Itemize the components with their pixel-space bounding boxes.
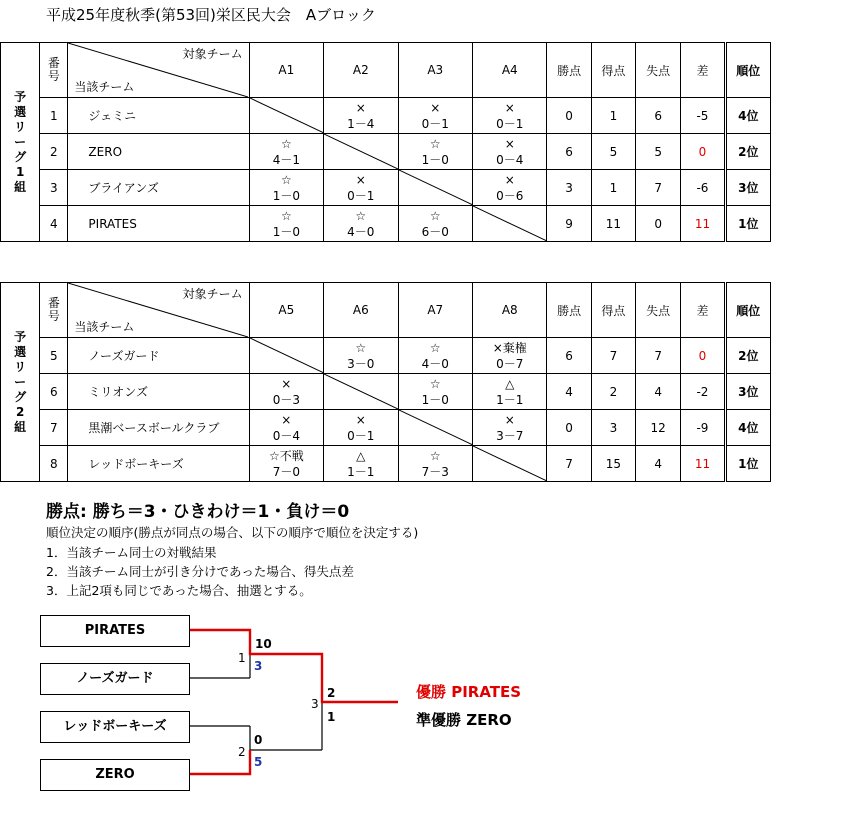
diagonal-line xyxy=(399,410,473,445)
rank-value: 3位 xyxy=(725,374,770,410)
result-mark: × xyxy=(504,172,515,187)
score-label: 5 xyxy=(254,755,263,769)
diagonal-line xyxy=(399,170,473,205)
match-result xyxy=(473,98,547,134)
rank-header: 順位 xyxy=(725,43,770,98)
group-char: 予 xyxy=(14,329,27,344)
diff-value: -9 xyxy=(681,410,725,446)
match-result xyxy=(398,374,472,410)
column-header: A1 xyxy=(249,43,323,98)
self-match-cell xyxy=(249,98,323,134)
diagonal-line xyxy=(324,374,398,409)
self-match-cell xyxy=(398,170,472,206)
result-mark: × xyxy=(504,412,515,427)
team-name: ノーズガード xyxy=(68,338,249,374)
rank-value: 2位 xyxy=(725,338,770,374)
points-header: 勝点 xyxy=(547,43,591,98)
rank-value: 1位 xyxy=(725,446,770,482)
team-name: ジェミニ xyxy=(68,98,249,134)
score-label: 0 xyxy=(254,733,263,747)
result-score: 0－4 xyxy=(496,152,524,167)
group-char: リ xyxy=(14,359,27,374)
team-name: ZERO xyxy=(68,134,249,170)
result-score: 7－3 xyxy=(421,464,449,479)
league-table-1 xyxy=(0,42,771,242)
result-mark: × xyxy=(355,412,366,427)
table-row xyxy=(1,446,771,482)
column-header: A2 xyxy=(324,43,398,98)
result-score: 4－0 xyxy=(347,224,375,239)
scored-value: 1 xyxy=(591,170,635,206)
match-result xyxy=(473,410,547,446)
rank-header: 順位 xyxy=(725,283,770,338)
result-score: 1－1 xyxy=(496,392,524,407)
points-value: 6 xyxy=(547,338,591,374)
points-value: 3 xyxy=(547,170,591,206)
diff-value: 0 xyxy=(681,338,725,374)
score-label: 3 xyxy=(254,659,263,673)
group-char: ー xyxy=(14,374,27,389)
bracket-team-slot: ZERO xyxy=(40,759,190,791)
diff-value: -2 xyxy=(681,374,725,410)
scored-header: 得点 xyxy=(591,43,635,98)
scored-value: 7 xyxy=(591,338,635,374)
group-char: グ xyxy=(14,389,27,404)
result-mark: × xyxy=(355,100,366,115)
team-header: 当該チーム xyxy=(74,320,135,334)
opponent-header: 対象チーム xyxy=(182,47,243,61)
group-label xyxy=(1,283,40,482)
result-mark: ☆ xyxy=(429,448,441,463)
row-number: 8 xyxy=(40,446,68,482)
number-header-char: 号 xyxy=(47,309,60,323)
diagonal-line xyxy=(473,206,547,241)
diff-header: 差 xyxy=(681,43,725,98)
table-row xyxy=(1,98,771,134)
match-result xyxy=(324,410,398,446)
scored-value: 5 xyxy=(591,134,635,170)
self-match-cell xyxy=(249,338,323,374)
team-header: 当該チーム xyxy=(74,80,135,94)
rule-line: 3．上記2項も同じであった場合、抽選とする。 xyxy=(46,583,312,598)
column-header: A4 xyxy=(473,43,547,98)
table-row xyxy=(1,410,771,446)
group-label xyxy=(1,43,40,242)
diff-header: 差 xyxy=(681,283,725,338)
result-score: 1－0 xyxy=(421,152,449,167)
scored-header: 得点 xyxy=(591,283,635,338)
result-score: 1－0 xyxy=(272,224,300,239)
scored-value: 1 xyxy=(591,98,635,134)
result-mark: ☆ xyxy=(429,376,441,391)
match-result xyxy=(473,170,547,206)
page-title: 平成25年度秋季(第53回)栄区民大会 Aブロック xyxy=(46,6,376,24)
match-result xyxy=(473,374,547,410)
game-number: 1 xyxy=(238,651,246,665)
match-result xyxy=(473,134,547,170)
table-row xyxy=(1,134,771,170)
opponent-header: 対象チーム xyxy=(182,287,243,301)
points-value: 7 xyxy=(547,446,591,482)
row-number: 2 xyxy=(40,134,68,170)
number-header-char: 番 xyxy=(47,56,60,70)
result-mark: ☆ xyxy=(280,136,292,151)
result-score: 0－1 xyxy=(496,116,524,131)
game-number: 3 xyxy=(311,697,319,711)
points-value: 4 xyxy=(547,374,591,410)
result-mark: ☆ xyxy=(355,340,367,355)
row-number: 5 xyxy=(40,338,68,374)
result-mark: ☆ xyxy=(355,208,367,223)
result-score: 4－1 xyxy=(272,152,300,167)
result-score: 3－7 xyxy=(496,428,524,443)
group-char: 2 xyxy=(15,404,25,419)
rule-line: 順位決定の順序(勝点が同点の場合、以下の順序で順位を決定する) xyxy=(46,525,419,540)
match-result xyxy=(398,338,472,374)
group-char: 選 xyxy=(14,104,27,119)
row-number: 3 xyxy=(40,170,68,206)
champion-label: 優勝 PIRATES xyxy=(416,683,522,701)
match-result xyxy=(324,206,398,242)
team-name: ミリオンズ xyxy=(68,374,249,410)
result-mark: ☆ xyxy=(280,208,292,223)
group-char: リ xyxy=(14,119,27,134)
team-name: レッドボーキーズ xyxy=(68,446,249,482)
group-char: 予 xyxy=(14,89,27,104)
result-score: 0－6 xyxy=(496,188,524,203)
result-mark: ☆ xyxy=(429,136,441,151)
league-table-2 xyxy=(0,282,771,482)
diff-value: 11 xyxy=(681,446,725,482)
conceded-header: 失点 xyxy=(636,283,681,338)
conceded-value: 5 xyxy=(636,134,681,170)
result-mark: × xyxy=(504,100,515,115)
conceded-value: 12 xyxy=(636,410,681,446)
table-row xyxy=(1,206,771,242)
result-score: 0－3 xyxy=(272,392,300,407)
match-result xyxy=(398,134,472,170)
group-char: ー xyxy=(14,134,27,149)
matchup-corner-header xyxy=(68,283,249,338)
number-header-char: 番 xyxy=(47,296,60,310)
match-result xyxy=(249,446,323,482)
row-number: 4 xyxy=(40,206,68,242)
match-result xyxy=(324,170,398,206)
diff-value: -6 xyxy=(681,170,725,206)
match-result xyxy=(249,206,323,242)
conceded-value: 4 xyxy=(636,446,681,482)
scored-value: 11 xyxy=(591,206,635,242)
self-match-cell xyxy=(473,206,547,242)
score-label: 10 xyxy=(255,637,272,651)
bracket-team-slot: ノーズガード xyxy=(40,663,190,695)
result-mark: × xyxy=(504,136,515,151)
group-char: 組 xyxy=(14,419,27,434)
scored-value: 2 xyxy=(591,374,635,410)
result-score: 3－0 xyxy=(347,356,375,371)
column-header: A8 xyxy=(473,283,547,338)
match-result xyxy=(398,206,472,242)
match-result xyxy=(249,410,323,446)
result-score: 1－1 xyxy=(347,464,375,479)
result-score: 0－7 xyxy=(496,356,524,371)
match-result xyxy=(249,374,323,410)
game-number: 2 xyxy=(238,745,246,759)
column-header: A3 xyxy=(398,43,472,98)
match-result xyxy=(324,98,398,134)
matchup-corner-header xyxy=(68,43,249,98)
scored-value: 15 xyxy=(591,446,635,482)
match-result xyxy=(324,338,398,374)
score-label: 1 xyxy=(327,710,336,724)
match-result xyxy=(398,98,472,134)
group-char: 1 xyxy=(15,164,25,179)
diagonal-line xyxy=(250,338,324,373)
result-score: 1－0 xyxy=(272,188,300,203)
self-match-cell xyxy=(398,410,472,446)
result-mark: ☆ xyxy=(429,208,441,223)
result-score: 6－0 xyxy=(421,224,449,239)
match-result xyxy=(398,446,472,482)
rule-line: 2．当該チーム同士が引き分けであった場合、得失点差 xyxy=(46,564,354,579)
team-name: PIRATES xyxy=(68,206,249,242)
runner-up-label: 準優勝 ZERO xyxy=(416,711,512,729)
points-value: 9 xyxy=(547,206,591,242)
result-score: 0－1 xyxy=(421,116,449,131)
rank-value: 2位 xyxy=(725,134,770,170)
group-char: グ xyxy=(14,149,27,164)
result-mark: × xyxy=(281,376,292,391)
result-score: 7－0 xyxy=(272,464,300,479)
result-mark: ☆ xyxy=(280,172,292,187)
conceded-value: 6 xyxy=(636,98,681,134)
self-match-cell xyxy=(324,134,398,170)
match-result xyxy=(473,338,547,374)
result-score: 1－4 xyxy=(347,116,375,131)
conceded-header: 失点 xyxy=(636,43,681,98)
scored-value: 3 xyxy=(591,410,635,446)
points-rule: 勝点: 勝ち＝3・ひきわけ＝1・負け＝0 xyxy=(46,502,350,522)
bracket-team-slot: PIRATES xyxy=(40,615,190,647)
row-number: 6 xyxy=(40,374,68,410)
group-char: 組 xyxy=(14,179,27,194)
rank-value: 4位 xyxy=(725,410,770,446)
result-mark: ☆ xyxy=(429,340,441,355)
team-name: ブライアンズ xyxy=(68,170,249,206)
score-label: 2 xyxy=(327,686,336,700)
conceded-value: 0 xyxy=(636,206,681,242)
rank-value: 4位 xyxy=(725,98,770,134)
column-header: A6 xyxy=(324,283,398,338)
result-mark: ×棄権 xyxy=(492,340,527,355)
result-score: 1－0 xyxy=(421,392,449,407)
diff-value: 0 xyxy=(681,134,725,170)
number-header xyxy=(40,43,68,98)
rank-value: 3位 xyxy=(725,170,770,206)
rule-line: 1．当該チーム同士の対戦結果 xyxy=(46,545,217,560)
result-score: 0－1 xyxy=(347,428,375,443)
match-result xyxy=(249,134,323,170)
number-header-char: 号 xyxy=(47,69,60,83)
conceded-value: 4 xyxy=(636,374,681,410)
diff-value: 11 xyxy=(681,206,725,242)
result-mark: × xyxy=(430,100,441,115)
match-result xyxy=(324,446,398,482)
row-number: 7 xyxy=(40,410,68,446)
points-header: 勝点 xyxy=(547,283,591,338)
points-value: 6 xyxy=(547,134,591,170)
match-result xyxy=(249,170,323,206)
conceded-value: 7 xyxy=(636,170,681,206)
row-number: 1 xyxy=(40,98,68,134)
self-match-cell xyxy=(324,374,398,410)
result-mark: ☆不戦 xyxy=(268,448,304,463)
result-mark: × xyxy=(281,412,292,427)
table-row xyxy=(1,170,771,206)
points-value: 0 xyxy=(547,98,591,134)
result-mark: △ xyxy=(505,376,515,391)
diagonal-line xyxy=(324,134,398,169)
points-value: 0 xyxy=(547,410,591,446)
diff-value: -5 xyxy=(681,98,725,134)
team-name: 黒潮ベースボールクラブ xyxy=(68,410,249,446)
result-score: 4－0 xyxy=(421,356,449,371)
table-row xyxy=(1,374,771,410)
diagonal-line xyxy=(250,98,324,133)
result-mark: △ xyxy=(356,448,366,463)
number-header xyxy=(40,283,68,338)
result-score: 0－1 xyxy=(347,188,375,203)
group-char: 選 xyxy=(14,344,27,359)
column-header: A7 xyxy=(398,283,472,338)
result-score: 0－4 xyxy=(272,428,300,443)
bracket-team-slot: レッドボーキーズ xyxy=(40,711,190,743)
rank-value: 1位 xyxy=(725,206,770,242)
self-match-cell xyxy=(473,446,547,482)
result-mark: × xyxy=(355,172,366,187)
table-row xyxy=(1,338,771,374)
column-header: A5 xyxy=(249,283,323,338)
diagonal-line xyxy=(473,446,547,481)
conceded-value: 7 xyxy=(636,338,681,374)
